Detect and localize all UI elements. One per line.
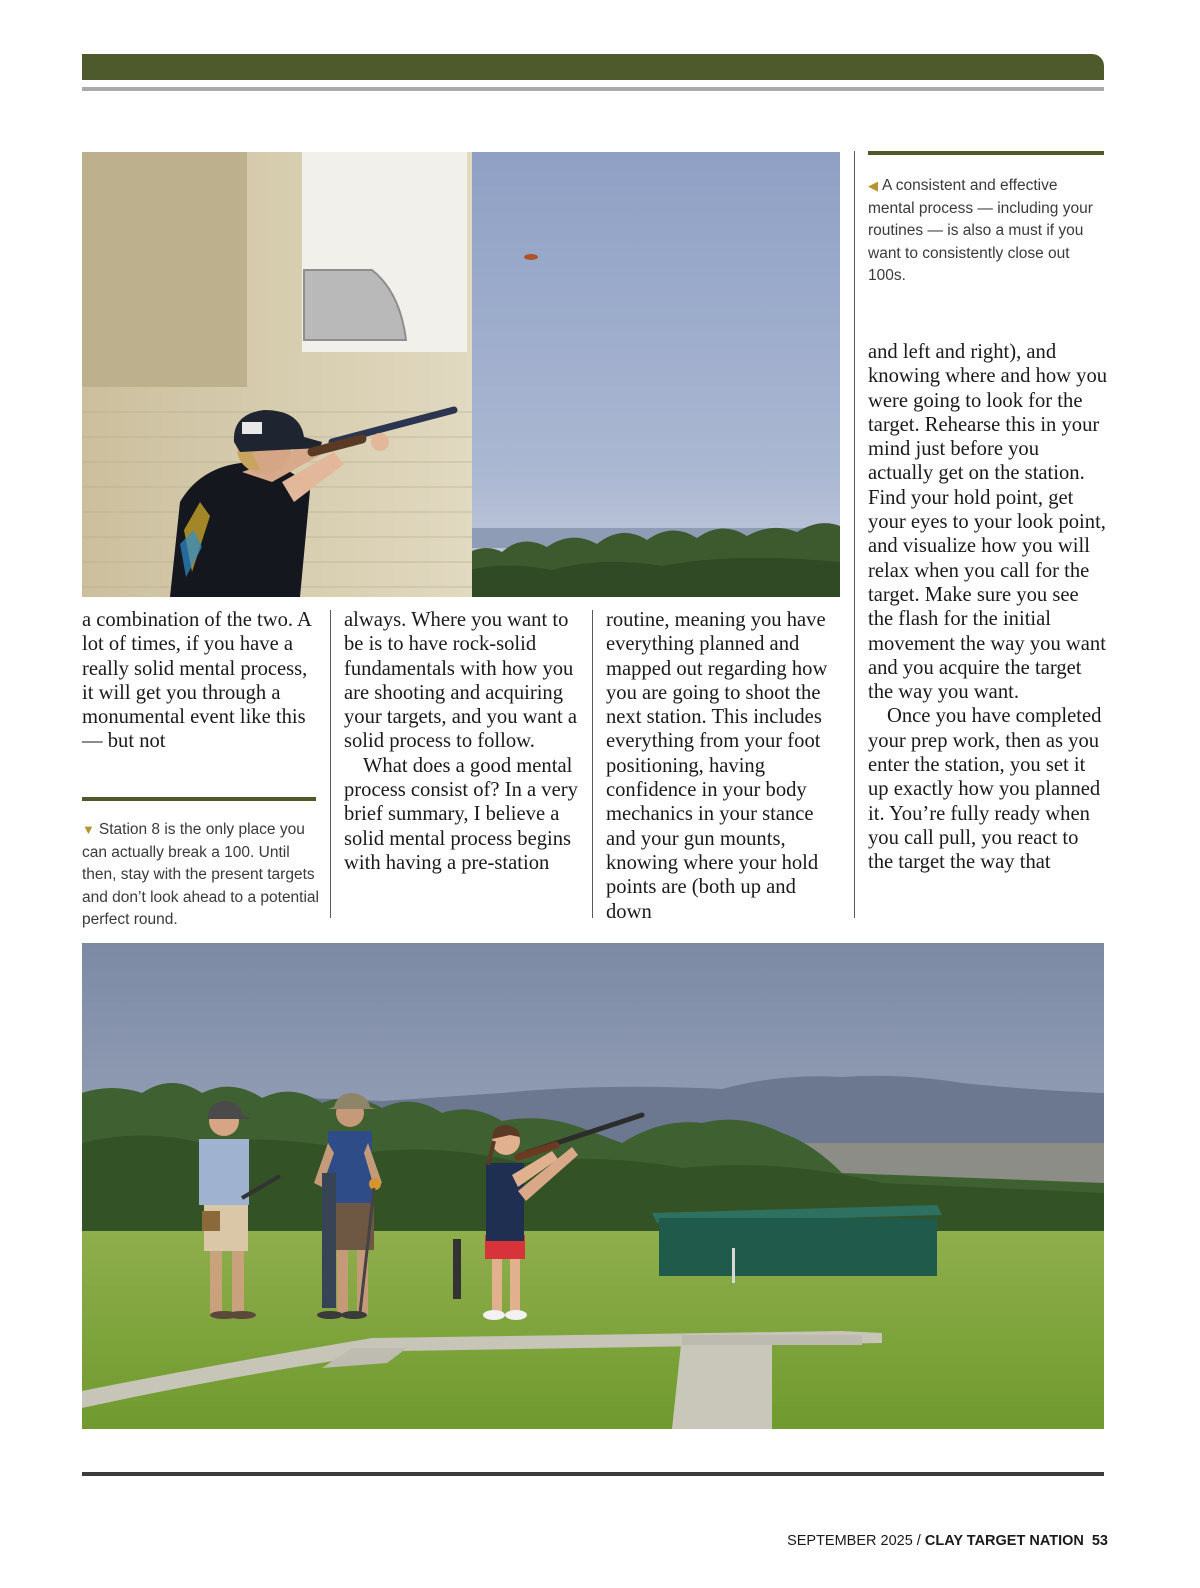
article-paragraph: a combination of the two. A lot of times, if you have a really solid mental process, it will get you through a monumental event like this — but not (82, 609, 311, 753)
article-column-1 (82, 608, 322, 754)
caption-text: A consistent and effective mental process — including your routines — is also a must if you want to consistently close out 100s. (868, 177, 1093, 284)
column-divider (330, 610, 331, 918)
photo-trap-shooter (82, 152, 840, 597)
page-number: 53 (1091, 1533, 1108, 1549)
article-paragraph: routine, meaning you have everything planned and mapped out regarding how you are going to shoot the next station. This includes everything from your foot positioning, having confidence in your body mechanics in your stance and your gun mounts, knowing where your hold points are (both up and down (606, 609, 828, 923)
page-footer (787, 1533, 1108, 1549)
caption-text: Station 8 is the only place you can actually break a 100. Until then, stay with the present targets and don’t look ahead to a potential perfect round. (82, 821, 319, 928)
caption-arrow-icon: ▼ (82, 822, 95, 837)
footer-rule (82, 1472, 1104, 1476)
header-rule (82, 87, 1104, 91)
article-paragraph: Once you have completed your prep work, then as you enter the station, you set it up exactly how you planned it. You’re fully ready when you call pull, you react to the target the way that (868, 705, 1102, 874)
article-column-3 (606, 608, 846, 924)
photo-caption (82, 819, 320, 932)
footer-magazine-name: CLAY TARGET NATION (924, 1533, 1084, 1549)
article-column-2 (344, 608, 586, 875)
caption-rule (868, 151, 1104, 155)
article-column-4 (868, 340, 1108, 875)
header-band (82, 54, 1104, 80)
footer-date: SEPTEMBER 2025 / (787, 1533, 921, 1549)
article-paragraph: What does a good mental process consist of? In a very brief summary, I believe a solid mental process begins with having a pre-station (344, 754, 578, 874)
article-paragraph: and left and right), and knowing where and how you were going to look for the target. Rehearse this in your mind just before you actually get on the station. Find your hold point, get your eyes to your look point, and visualize how you will relax when you call for the target. Make sure you see the flash for the initial movement the way you want and you acquire the target the way you want. (868, 341, 1108, 704)
column-divider (592, 610, 593, 918)
photo-caption (868, 175, 1106, 288)
column-divider (854, 151, 855, 918)
article-paragraph: always. Where you want to be is to have rock-solid fundamentals with how you are shooting and acquiring your targets, and you want a solid process to follow. (344, 609, 577, 753)
caption-rule (82, 797, 316, 801)
photo-trap-range (82, 943, 1104, 1429)
caption-arrow-icon: ◀ (868, 178, 878, 193)
